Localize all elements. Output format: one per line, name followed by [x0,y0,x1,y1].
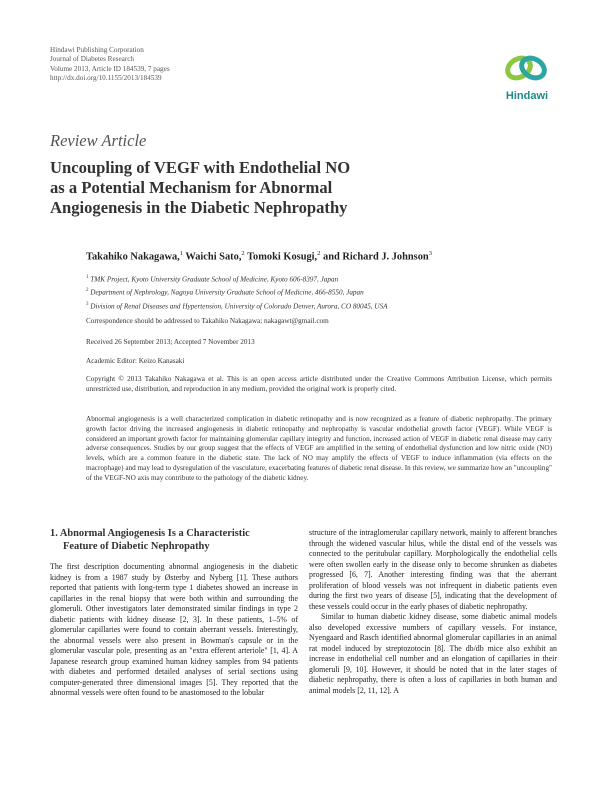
affiliation-sup: 2 [86,288,89,294]
section-heading-line: Feature of Diabetic Nephropathy [63,541,210,552]
title-line: as a Potential Mechanism for Abnormal [50,178,333,197]
author-sup: 3 [428,250,432,257]
volume-info: Volume 2013, Article ID 184539, 7 pages [50,64,170,73]
section-heading [50,527,300,553]
journal-header [50,46,170,84]
affiliations [86,272,388,312]
abstract: Abnormal angiogenesis is a well characterized complication in diabetic retinopathy and is now recognized as a feature of diabetic nephropathy. The primary growth factor driving the increased angiogenesis in diabetic retinopathy and nephropathy is vascular endothelial growth factor (VEGF). While VEGF is considered an important growth factor for maintaining glomerular capillary integrity and function, increased action of VEGF in diabetic renal disease may carry adverse consequences. Studies by our group suggest that the effects of VEGF are amplified in the setting of endothelial dysfunction and low nitric oxide (NO) levels, which are a common feature in the diabetic state. The lack of NO may amplify the effects of VEGF to induce inflammation (via effects on the macrophage) and may lead to dysregulation of the vasculature, exacerbating features of diabetic renal disease. In this review, we summarize how an "uncoupling" of the VEGF-NO axis may contribute to the pathology of the diabetic kidney. [86,415,552,482]
body-paragraph: Similar to human diabetic kidney disease, some diabetic animal models also developed excessive numbers of capillary vessels. For instance, Nyengaard and Rasch identified abnormal glomerular capillaries in an animal rat model induced by streptozotocin [8]. The db/db mice also exhibit an increase in endothelial cell number and an elongation of capillaries in their glomeruli [9, 10]. However, it should be noted that in the later stages of diabetic nephropathy, there is often a loss of capillaries in both human and animal models [2, 11, 12]. A [309,612,557,695]
dates: Received 26 September 2013; Accepted 7 November 2013 [86,338,255,346]
author-sup: 2 [241,250,245,257]
body-column-right [309,528,557,696]
affiliation-text: Department of Nephrology, Nagoya University Graduate School of Medicine, 466-8550, Japan [88,288,364,297]
affiliation-sup: 1 [86,275,89,280]
author-name: Waichi Sato, [183,251,242,263]
body-paragraph: structure of the intraglomerular capillary network, mainly to afferent branches through the widened vascular hilus, while the distal end of the vessels was connected to the peritubular capillary. Morphologically the endothelial cells were often swollen early in the disease only to become shrunken as diabetes progressed [6, 7]. Another interesting finding was that the aberrant proliferation of blood vessels was not infrequent in diabetic patients even during the first two years of disease [5], indicating that the development of these vessels could occur in the early phases of diabetic nephropathy. [309,528,557,611]
article-title [50,158,430,218]
affiliation [86,285,388,298]
body-column-left [50,562,298,699]
academic-editor: Academic Editor: Keizo Kanasaki [86,357,185,365]
logo-text: Hindawi [505,90,549,102]
title-line: Uncoupling of VEGF with Endothelial NO [50,158,351,177]
doi-link[interactable]: http://dx.doi.org/10.1155/2013/184539 [50,74,162,83]
body-paragraph: The first description documenting abnormal angiogenesis in the diabetic kidney is from a 1987 study by Østerby and Nyberg [1]. These authors reported that patients with long-term type 1 diabetes showed an increase in capillaries in the renal biopsy that were both within and surrounding the glomeruli. Other investigators later demonstrated similar findings in type 2 diabetic patients with kidney disease [2, 3]. In these patients, 1–5% of glomerular capillaries were found to contain aberrant vessels. Interestingly, the abnormal vessels were also present in Bowman's capsule or in the glomerular vascular pole, presenting as an "extra efferent arteriole" [1, 4]. A Japanese research group examined human kidney samples from 94 patients with diabetes and performed detailed analyses of serial sections using computer-generated three dimensional images [5]. They reported that the abnormal vessels were often found to be anastomosed to the lobular [50,562,298,697]
publisher: Hindawi Publishing Corporation [50,46,144,54]
affiliation [86,299,388,312]
affiliation [86,272,388,285]
journal-name: Journal of Diabetes Research [50,55,135,64]
section-heading-line: 1. Abnormal Angiogenesis Is a Characteristic [50,528,250,539]
affiliation-text: TMK Project, Kyoto University Graduate School of Medicine, Kyoto 606-8397, Japan [88,275,339,284]
affiliation-sup: 3 [86,301,89,307]
affiliation-text: Division of Renal Diseases and Hypertension, University of Colorado Denver, Aurora, CO 80045, USA [88,302,388,311]
author-sup: 2 [317,250,321,257]
author-name: Takahiko Nakagawa, [86,251,180,263]
title-line: Angiogenesis in the Diabetic Nephropathy [50,198,348,217]
copyright-notice: Copyright © 2013 Takahiko Nakagawa et al. This is an open access article distributed under the Creative Commons Attribution License, which permits unrestricted use, distribution, and reproduction in any medium, provided the original work is properly cited. [86,375,552,393]
correspondence: Correspondence should be addressed to Takahiko Nakagawa; nakagawt@gmail.com [86,317,329,325]
author-sup: 1 [179,250,183,257]
author-list [86,250,432,262]
author-name: Tomoki Kosugi, [244,251,318,263]
article-type: Review Article [50,131,147,150]
author-name: and Richard J. Johnson [320,251,429,263]
